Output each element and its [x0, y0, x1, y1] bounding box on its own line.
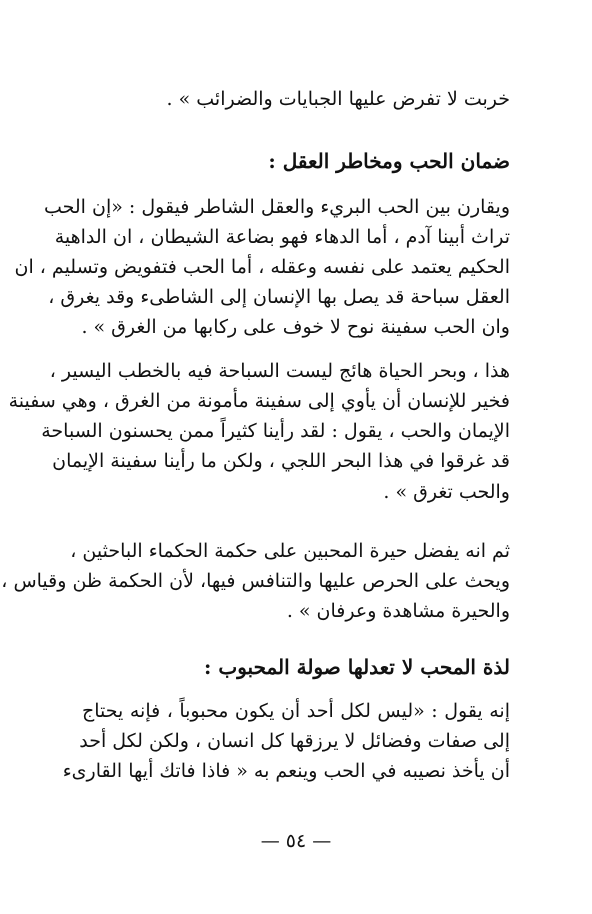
- text-line: خربت لا تفرض عليها الجبايات والضرائب » .: [166, 88, 510, 110]
- text-line: الحكيم يعتمد على نفسه وعقله ، أما الحب فتفويض وتسليم ، ان: [14, 256, 510, 278]
- text-line: والحب تغرق » .: [383, 481, 510, 503]
- text-line: فخير للإنسان أن يأوي إلى سفينة مأمونة من الغرق ، وهي سفينة: [8, 390, 510, 412]
- text-line: والحيرة مشاهدة وعرفان » .: [286, 600, 510, 622]
- text-line: وان الحب سفينة نوح لا خوف على ركابها من الغرق » .: [81, 316, 510, 338]
- section-heading: لذة المحب لا تعدلها صولة المحبوب :: [204, 655, 510, 679]
- text-line: إلى صفات وفضائل لا يرزقها كل انسان ، ولكن لكل أحد: [79, 730, 510, 752]
- section-heading: ضمان الحب ومخاطر العقل :: [268, 149, 510, 173]
- text-line: الإيمان والحب ، يقول : لقد رأينا كثيراً ممن يحسنون السباحة: [41, 420, 510, 442]
- text-line: ويقارن بين الحب البريء والعقل الشاطر فيقول : «إن الحب: [43, 196, 510, 218]
- text-line: إنه يقول : «ليس لكل أحد أن يكون محبوباً ، فإنه يحتاج: [82, 700, 510, 722]
- text-line: هذا ، وبحر الحياة هائج ليست السباحة فيه بالخطب اليسير ،: [49, 360, 510, 382]
- page-number: — ٥٤ —: [260, 830, 332, 852]
- text-line: العقل سباحة قد يصل بها الإنسان إلى الشاطىء وقد يغرق ،: [48, 286, 510, 308]
- text-line: أن يأخذ نصيبه في الحب وينعم به « فاذا فاتك أيها القارىء: [62, 760, 510, 782]
- text-line: ثم انه يفضل حيرة المحبين على حكمة الحكماء الباحثين ،: [70, 540, 510, 562]
- text-line: تراث أبينا آدم ، أما الدهاء فهو بضاعة الشيطان ، ان الداهية: [54, 226, 510, 248]
- text-line: ويحث على الحرص عليها والتنافس فيها، لأن الحكمة ظن وقياس ،: [1, 570, 510, 592]
- text-line: قد غرقوا في هذا البحر اللجي ، ولكن ما رأينا سفينة الإيمان: [52, 450, 510, 472]
